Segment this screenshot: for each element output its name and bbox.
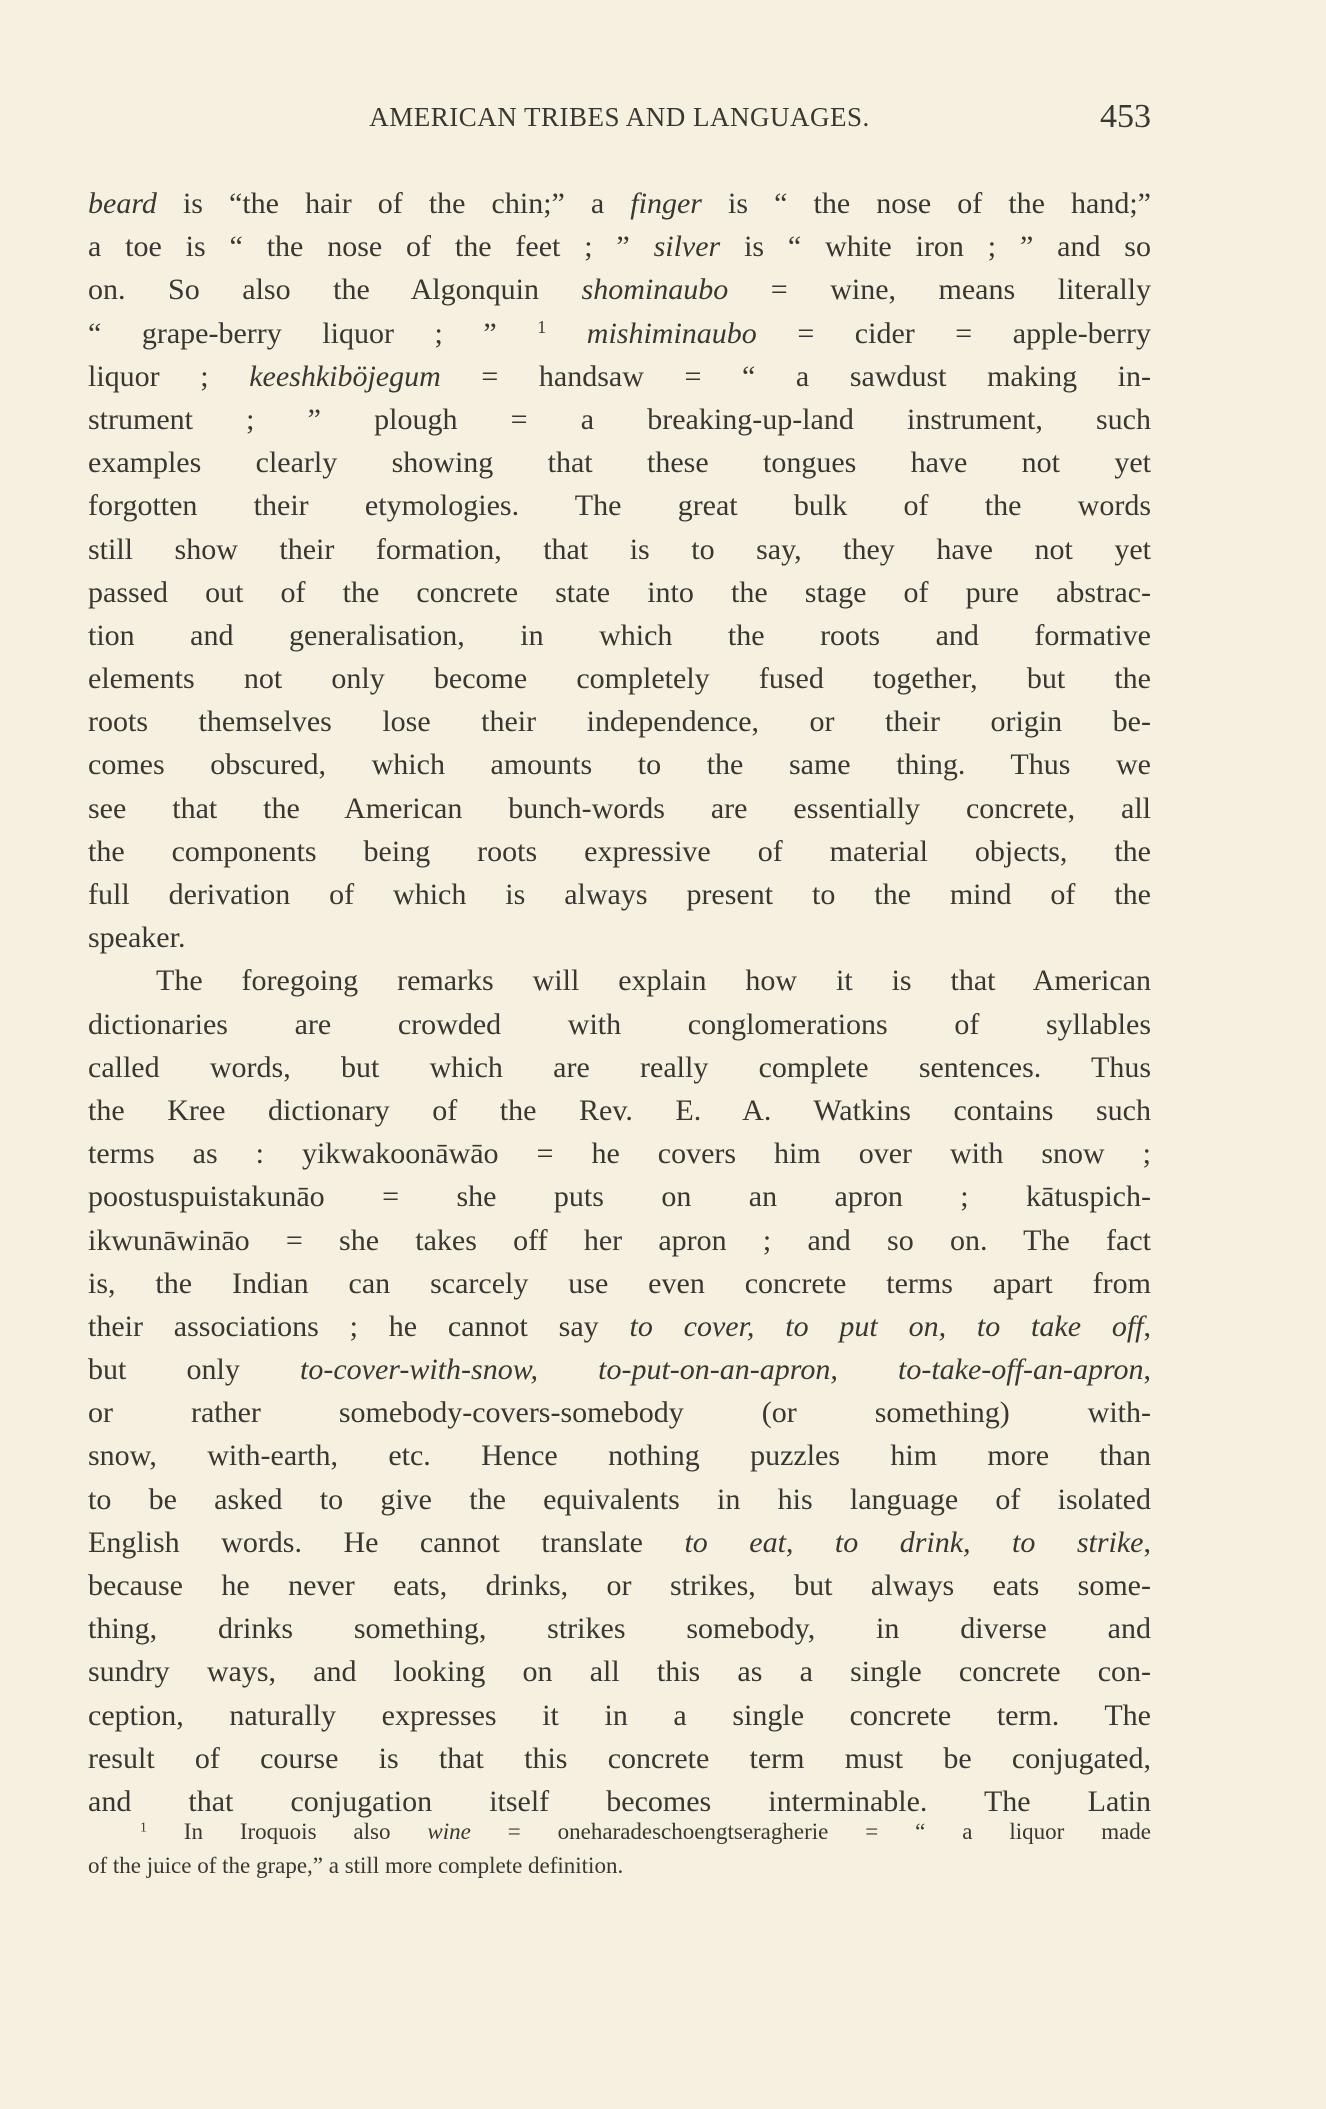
text-run: “ grape-berry liquor ; ”: [88, 316, 538, 350]
text-line: [88, 614, 1151, 657]
text-run: still show their formation, that is to say, they have not yet: [88, 532, 1151, 566]
text-line: [88, 484, 1151, 527]
text-line: [88, 312, 1151, 355]
text-line: [88, 873, 1151, 916]
text-run: ,: [1143, 1353, 1152, 1387]
page-number: 453: [1100, 98, 1151, 135]
text-line: [88, 700, 1151, 743]
text-line: [88, 1391, 1151, 1434]
text-line: [88, 1521, 1151, 1564]
text-run: see that the American bunch-words are essentially concrete, all: [88, 791, 1151, 825]
text-run: to be asked to give the equivalents in his language of isolated: [88, 1482, 1151, 1516]
text-run: The foregoing remarks will explain how it is that American: [156, 964, 1151, 998]
footnotes: [88, 1815, 1151, 1883]
text-run: a toe is “ the nose of the feet ; ”: [88, 230, 654, 264]
text-line: [88, 1003, 1151, 1046]
text-line: [88, 787, 1151, 830]
text-run: poostuspuistakunāo = she puts on an apron ; kātuspich-: [88, 1180, 1151, 1214]
text-run: snow, with-earth, etc. Hence nothing puzzles him more than: [88, 1439, 1151, 1473]
text-run: forgotten their etymologies. The great bulk of the words: [88, 489, 1151, 523]
text-run: = handsaw = “ a sawdust making in-: [440, 359, 1151, 393]
text-run: result of course is that this concrete term must be conjugated,: [88, 1741, 1151, 1775]
body-text: [88, 182, 1151, 1823]
text-run: of the juice of the grape,” a still more complete definition.: [88, 1853, 624, 1878]
text-run: elements not only become completely fused together, but the: [88, 662, 1151, 696]
text-run: strument ; ” plough = a breaking-up-land instrument, such: [88, 402, 1151, 436]
text-run: because he never eats, drinks, or strikes, but always eats some-: [88, 1569, 1151, 1602]
text-run: = oneharadeschoengtseragherie = “ a liquor made: [470, 1819, 1151, 1844]
text-line: [88, 1434, 1151, 1477]
italic-term: to-cover-with-snow, to-put-on-an-apron, to-take-off-an-apron: [300, 1353, 1144, 1387]
text-run: but only: [88, 1353, 301, 1387]
text-line: [88, 916, 1151, 959]
text-run: is “ white iron ; ” and so: [720, 230, 1151, 264]
text-run: [546, 317, 587, 350]
italic-term: shominaubo: [581, 273, 729, 307]
text-line: [88, 1175, 1151, 1218]
text-run: ,: [1143, 1525, 1151, 1559]
text-run: sundry ways, and looking on all this as a single concrete con-: [88, 1655, 1151, 1689]
text-run: called words, but which are really complete sentences. Thus: [88, 1050, 1151, 1084]
text-run: their associations ; he cannot say: [88, 1309, 630, 1343]
text-line: [88, 182, 1151, 225]
italic-term: mishiminaubo: [586, 316, 757, 350]
text-line: [88, 1650, 1151, 1693]
text-line: [88, 398, 1151, 441]
text-run: In Iroquois also: [146, 1819, 428, 1844]
footnote-marker: 1: [140, 1819, 147, 1835]
text-run: the components being roots expressive of material objects, the: [88, 834, 1151, 868]
text-run: roots themselves lose their independence, or their origin be-: [88, 705, 1151, 739]
text-line: [88, 1348, 1151, 1391]
text-line: [88, 1607, 1151, 1650]
text-run: examples clearly showing that these tongues have not yet: [88, 446, 1151, 480]
text-line: [88, 657, 1151, 700]
italic-term: beard: [88, 187, 157, 220]
text-run: tion and generalisation, in which the roots and formative: [88, 618, 1151, 652]
text-run: and that conjugation itself becomes interminable. The Latin: [88, 1784, 1151, 1818]
italic-term: keeshkiböjegum: [249, 359, 441, 393]
text-line: [88, 743, 1151, 786]
text-line: [88, 355, 1151, 398]
footnote-line: [88, 1815, 1151, 1849]
italic-term: to cover, to put on, to take off: [629, 1309, 1144, 1343]
text-line: [88, 1478, 1151, 1521]
text-line: [88, 1089, 1151, 1132]
text-line: [88, 1737, 1151, 1780]
text-run: is, the Indian can scarcely use even concrete terms apart from: [88, 1266, 1151, 1300]
footnote-marker: 1: [537, 316, 547, 337]
text-run: ception, naturally expresses it in a single concrete term. The: [88, 1698, 1151, 1732]
text-run: = wine, means literally: [728, 273, 1152, 307]
text-line: [88, 441, 1151, 484]
text-run: on. So also the Algonquin: [88, 273, 582, 307]
text-run: full derivation of which is always present to the mind of the: [88, 878, 1151, 911]
italic-term: wine: [427, 1819, 471, 1844]
italic-term: to eat, to drink, to strike: [684, 1525, 1144, 1559]
text-run: is “the hair of the chin;” a: [156, 187, 631, 220]
text-line: [88, 1564, 1151, 1607]
footnote-line: [88, 1849, 1151, 1883]
text-run: ikwunāwināo = she takes off her apron ; and so on. The fact: [88, 1223, 1151, 1257]
text-run: or rather somebody-covers-somebody (or something) with-: [88, 1396, 1151, 1430]
text-line: [88, 528, 1151, 571]
text-line: [88, 1694, 1151, 1737]
text-run: thing, drinks something, strikes somebody, in diverse and: [88, 1612, 1151, 1646]
text-line: [88, 830, 1151, 873]
text-line: [88, 571, 1151, 614]
text-line: [88, 1046, 1151, 1089]
text-run: = cider = apple-berry: [756, 316, 1151, 350]
text-line: [88, 1305, 1151, 1348]
italic-term: silver: [653, 230, 721, 264]
text-run: ,: [1143, 1309, 1151, 1343]
text-run: English words. He cannot translate: [88, 1525, 685, 1559]
text-run: dictionaries are crowded with conglomerations of syllables: [88, 1007, 1151, 1041]
text-line: [88, 268, 1151, 311]
text-line: [88, 1132, 1151, 1175]
text-run: speaker.: [88, 921, 186, 955]
text-run: passed out of the concrete state into the stage of pure abstrac-: [88, 575, 1151, 609]
text-run: liquor ;: [88, 359, 250, 393]
text-run: the Kree dictionary of the Rev. E. A. Watkins contains such: [88, 1093, 1151, 1127]
text-line: [88, 959, 1151, 1002]
text-line: [88, 1219, 1151, 1262]
text-line: [88, 1262, 1151, 1305]
running-title: AMERICAN TRIBES AND LANGUAGES.: [369, 102, 870, 132]
text-run: terms as : yikwakoonāwāo = he covers him over with snow ;: [88, 1137, 1151, 1171]
italic-term: finger: [630, 187, 702, 220]
text-run: comes obscured, which amounts to the same thing. Thus we: [88, 748, 1151, 782]
text-run: is “ the nose of the hand;”: [701, 187, 1152, 220]
running-header: [88, 98, 1151, 138]
text-line: [88, 225, 1151, 268]
